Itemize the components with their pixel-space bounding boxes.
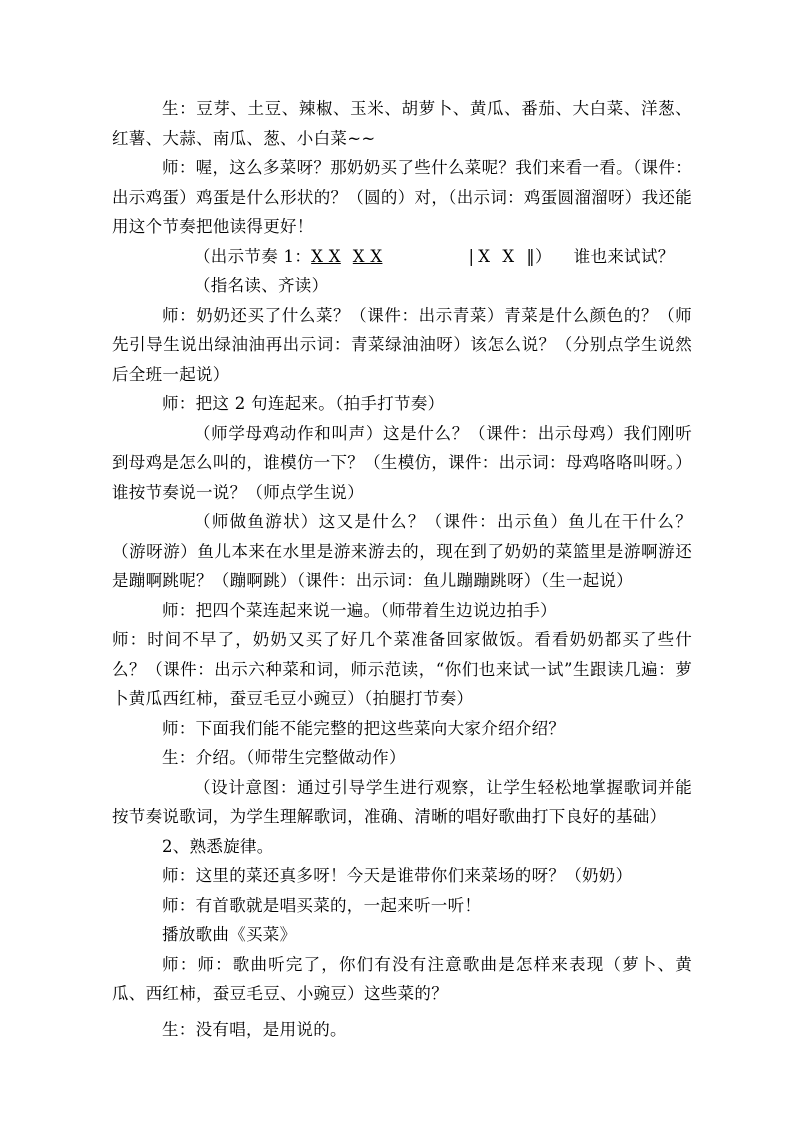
paragraph-rhythm-1 bbox=[112, 242, 692, 272]
paragraph-market: 师：这里的菜还真多呀！今天是谁带你们来菜场的呀？（奶奶） bbox=[162, 866, 633, 885]
paragraph-read: （指名读、齐读） bbox=[194, 276, 329, 295]
paragraph-six-vegetables: 师：时间不早了，奶奶又买了好几个菜准备回家做饭。看看奶奶都买了些什么？（课件：出示六种菜和词，师示范读，“你们也来试一试”生跟读几遍：萝卜黄瓜西红柿，蚕豆毛豆小豌豆）（拍腿打节奏） bbox=[112, 630, 692, 708]
paragraph-fish: （师做鱼游状）这又是什么？（课件：出示鱼）鱼儿在干什么？（游呀游）鱼儿本来在水里是游来游去的，现在到了奶奶的菜篮里是游啊游还是蹦啊跳呢？（蹦啊跳）（课件：出示词：鱼儿蹦蹦跳呀）（生一起说） bbox=[112, 512, 692, 590]
rhythm-prefix: （出示节奏 1： bbox=[194, 246, 312, 266]
rhythm-end-bar: ‖ bbox=[526, 246, 535, 266]
paragraph-teacher-egg: 师：喔，这么多菜呀？那奶奶买了些什么菜呢？我们来看一看。（课件：出示鸡蛋）鸡蛋是什么形状的？（圆的）对，（出示词：鸡蛋圆溜溜呀）我还能用这个节奏把他读得更好！ bbox=[112, 158, 692, 236]
section-heading-melody: 2、熟悉旋律。 bbox=[162, 836, 274, 856]
paragraph-play-song: 播放歌曲《买菜》 bbox=[162, 925, 297, 944]
paragraph-student-vegetables: 生：豆芽、土豆、辣椒、玉米、胡萝卜、黄瓜、番茄、大白菜、洋葱、红薯、大蒜、南瓜、葱、小白菜~~ bbox=[112, 99, 692, 148]
rhythm-beat-2: X X bbox=[352, 246, 383, 266]
paragraph-design-intent: （设计意图：通过引导学生进行观察，让学生轻松地掌握歌词并能按节奏说歌词，为学生理解歌词，准确、清晰的唱好歌曲打下良好的基础） bbox=[112, 777, 692, 826]
paragraph-song-intro: 师：有首歌就是唱买菜的，一起来听一听！ bbox=[162, 895, 482, 915]
paragraph-hen: （师学母鸡动作和叫声）这是什么？（课件：出示母鸡）我们刚听到母鸡是怎么叫的，谁模仿一下？（生模仿，课件：出示词：母鸡咯咯叫呀。）谁按节奏说一说？（师点学生说） bbox=[112, 423, 692, 502]
document-body bbox=[112, 94, 692, 1044]
paragraph-introduce: 生：介绍。（师带生完整做动作） bbox=[162, 748, 406, 767]
rhythm-close: ） bbox=[534, 246, 552, 266]
paragraph-song-question: 师：师：歌曲听完了，你们有没有注意歌曲是怎样来表现（萝卜、黄瓜、西红柿，蚕豆毛豆、小豌豆）这些菜的？ bbox=[112, 954, 692, 1003]
paragraph-student-answer: 生：没有唱，是用说的。 bbox=[162, 1019, 347, 1039]
paragraph-teacher-greens: 师：奶奶还买了什么菜？（课件：出示青菜）青菜是什么颜色的？（师先引导生说出绿油油再出示词：青菜绿油油呀）该怎么说？（分别点学生说然后全班一起说） bbox=[112, 305, 692, 384]
paragraph-connect-four: 师：把四个菜连起来说一遍。（师带着生边说边拍手） bbox=[162, 600, 557, 620]
rhythm-beat-1: X X bbox=[311, 246, 341, 266]
paragraph-introduce-question: 师：下面我们能不能完整的把这些菜向大家介绍介绍？ bbox=[162, 718, 566, 738]
rhythm-beat-3: X bbox=[478, 246, 491, 266]
paragraph-connect-two: 师：把这 2 句连起来。（拍手打节奏） bbox=[162, 394, 445, 413]
rhythm-beat-4: X bbox=[502, 246, 515, 266]
rhythm-tail: 谁也来试试？ bbox=[573, 246, 675, 266]
rhythm-bar-line: | bbox=[468, 246, 475, 266]
